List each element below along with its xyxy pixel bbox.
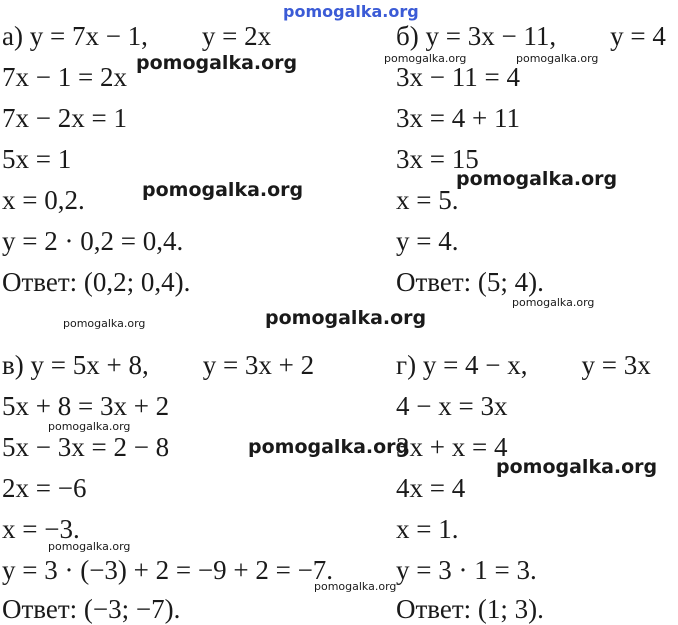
watermark-11: pomogalka.org bbox=[496, 456, 658, 478]
problem-v-step-2: 5x − 3x = 2 − 8 bbox=[2, 432, 170, 462]
problem-a-step-1: 7x − 1 = 2x bbox=[2, 62, 127, 92]
problem-v-step-5: y = 3 · (−3) + 2 = −9 + 2 = −7. bbox=[2, 555, 334, 585]
problem-b-header: б) y = 3x − 11, y = 4 bbox=[396, 21, 666, 51]
watermark-7: pomogalka.org bbox=[265, 307, 427, 329]
watermark-2: pomogalka.org bbox=[384, 52, 467, 65]
problem-g-step-3: 4x = 4 bbox=[396, 473, 466, 503]
problem-b-step-5: y = 4. bbox=[396, 226, 459, 256]
problem-b-step-2: 3x = 4 + 11 bbox=[396, 103, 520, 133]
problem-g-step-1: 4 − x = 3x bbox=[396, 391, 508, 421]
problem-a-step-3: 5x = 1 bbox=[2, 144, 72, 174]
problem-g-step-5: y = 3 · 1 = 3. bbox=[396, 555, 537, 585]
watermark-8: pomogalka.org bbox=[63, 317, 146, 330]
watermark-12: pomogalka.org bbox=[48, 540, 131, 553]
watermark-3: pomogalka.org bbox=[516, 52, 599, 65]
watermark-9: pomogalka.org bbox=[48, 420, 131, 433]
problem-b-step-4: x = 5. bbox=[396, 185, 459, 215]
problem-a-header: а) y = 7x − 1, y = 2x bbox=[2, 21, 272, 51]
watermark-1: pomogalka.org bbox=[136, 52, 298, 74]
problem-a-step-5: y = 2 · 0,2 = 0,4. bbox=[2, 226, 184, 256]
problem-g-step-4: x = 1. bbox=[396, 514, 459, 544]
problem-a-step-2: 7x − 2x = 1 bbox=[2, 103, 127, 133]
watermark-top: pomogalka.org bbox=[283, 2, 419, 21]
watermark-10: pomogalka.org bbox=[248, 436, 410, 458]
problem-g-answer: Ответ: (1; 3). bbox=[396, 594, 544, 624]
problem-b-answer: Ответ: (5; 4). bbox=[396, 267, 544, 297]
problem-v-step-4: x = −3. bbox=[2, 514, 80, 544]
problem-a-answer: Ответ: (0,2; 0,4). bbox=[2, 267, 191, 297]
problem-v-answer: Ответ: (−3; −7). bbox=[2, 594, 181, 624]
watermark-4: pomogalka.org bbox=[456, 168, 618, 190]
problem-v-header: в) y = 5x + 8, y = 3x + 2 bbox=[2, 350, 315, 380]
problem-g-step-2: 3x + x = 4 bbox=[396, 432, 508, 462]
problem-b-step-1: 3x − 11 = 4 bbox=[396, 62, 520, 92]
problem-v-step-3: 2x = −6 bbox=[2, 473, 87, 503]
problem-v-step-1: 5x + 8 = 3x + 2 bbox=[2, 391, 170, 421]
watermark-6: pomogalka.org bbox=[512, 296, 595, 309]
problem-a-step-4: x = 0,2. bbox=[2, 185, 85, 215]
problem-b-step-3: 3x = 15 bbox=[396, 144, 479, 174]
watermark-5: pomogalka.org bbox=[142, 179, 304, 201]
watermark-13: pomogalka.org bbox=[314, 580, 397, 593]
problem-g-header: г) y = 4 − x, y = 3x bbox=[396, 350, 651, 380]
